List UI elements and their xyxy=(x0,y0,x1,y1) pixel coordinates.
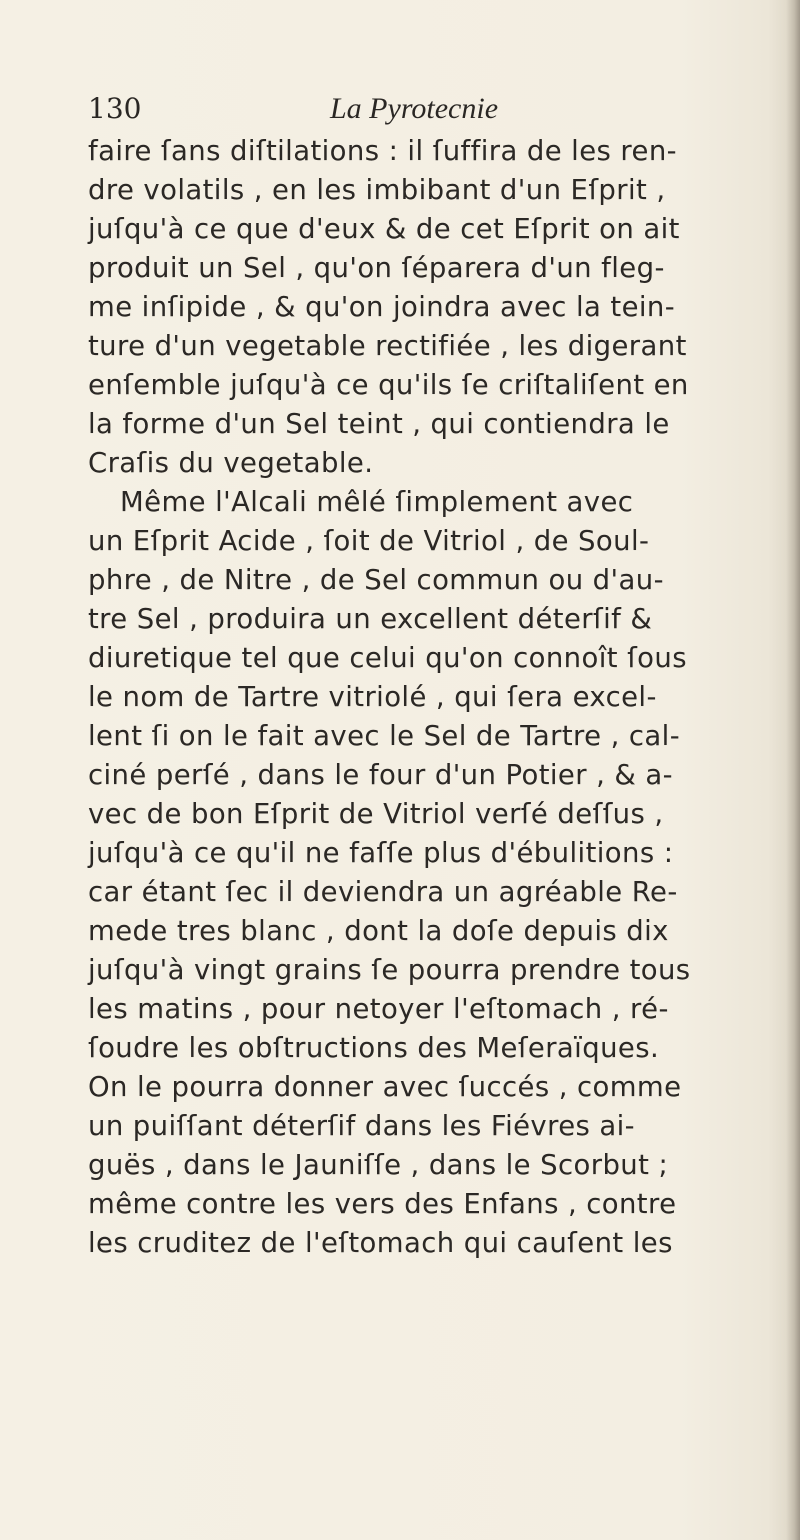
text-line: vec de bon Eſprit de Vitriol verſé deſſus , xyxy=(88,798,664,830)
text-line: diuretique tel que celui qu'on connoît ſous xyxy=(88,642,687,674)
text-line: juſqu'à ce qu'il ne faſſe plus d'ébulitions : xyxy=(88,837,674,869)
text-line: ciné perſé , dans le four d'un Potier , & a- xyxy=(88,759,673,791)
body-text xyxy=(88,132,788,1263)
text-line: les cruditez de l'eſtomach qui cauſent les xyxy=(88,1227,673,1259)
text-line: produit un Sel , qu'on ſéparera d'un fleg- xyxy=(88,252,665,284)
page-edge-shadow xyxy=(786,0,800,1540)
text-line: phre , de Nitre , de Sel commun ou d'au- xyxy=(88,564,664,596)
text-line: enſemble juſqu'à ce qu'ils ſe criſtaliſent en xyxy=(88,369,689,401)
text-line: me inſipide , & qu'on joindra avec la tein- xyxy=(88,291,676,323)
text-line: dre volatils , en les imbibant d'un Eſprit , xyxy=(88,174,666,206)
text-line: guës , dans le Jauniſſe , dans le Scorbut ; xyxy=(88,1149,669,1181)
page-number: 130 xyxy=(88,92,142,125)
text-line: un Eſprit Acide , ſoit de Vitriol , de Soul- xyxy=(88,525,650,557)
text-line: la forme d'un Sel teint , qui contiendra le xyxy=(88,408,670,440)
text-line: faire ſans diſtilations : il ſuffira de les ren- xyxy=(88,135,677,167)
text-line: mede tres blanc , dont la doſe depuis dix xyxy=(88,915,669,947)
text-line: lent ſi on le fait avec le Sel de Tartre , cal- xyxy=(88,720,681,752)
paragraph-start-line: Même l'Alcali mêlé ſimplement avec xyxy=(120,486,634,518)
text-line: ture d'un vegetable rectifiée , les digerant xyxy=(88,330,687,362)
text-line: car étant ſec il deviendra un agréable Re- xyxy=(88,876,678,908)
text-line: juſqu'à ce que d'eux & de cet Eſprit on ait xyxy=(88,213,680,245)
text-line: un puiſſant déterſif dans les Fiévres ai- xyxy=(88,1110,636,1142)
text-line: le nom de Tartre vitriolé , qui ſera excel- xyxy=(88,681,657,713)
text-line: les matins , pour netoyer l'eſtomach , ré- xyxy=(88,993,669,1025)
page-header xyxy=(88,92,688,136)
text-line: tre Sel , produira un excellent déterſif & xyxy=(88,603,653,635)
text-line: Craſis du vegetable. xyxy=(88,447,374,479)
running-title: La Pyrotecnie xyxy=(330,92,499,125)
text-line: On le pourra donner avec ſuccés , comme xyxy=(88,1071,682,1103)
text-line: juſqu'à vingt grains ſe pourra prendre tous xyxy=(88,954,691,986)
text-line: même contre les vers des Enfans , contre xyxy=(88,1188,677,1220)
text-line: ſoudre les obſtructions des Meſeraïques. xyxy=(88,1032,660,1064)
